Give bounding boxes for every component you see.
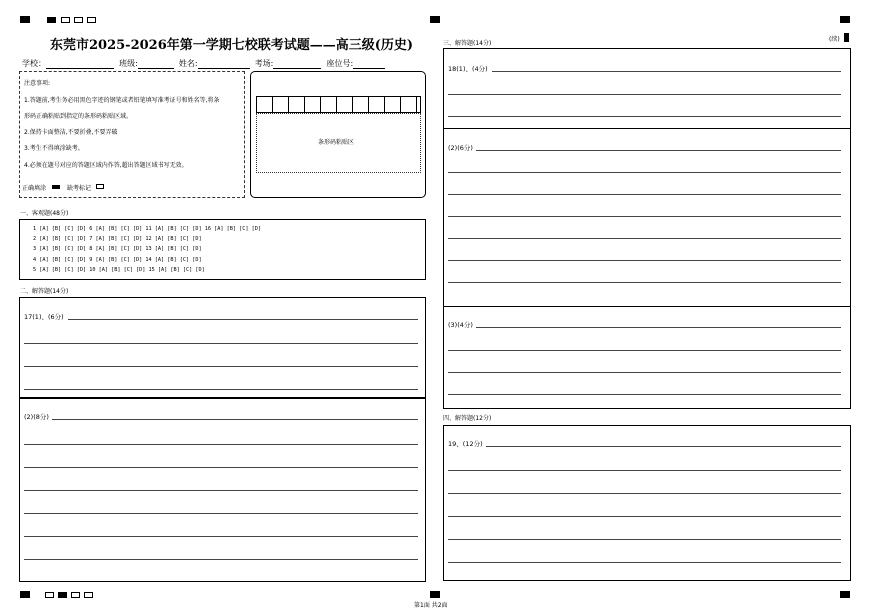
choice-row[interactable]: 4 [A] [B] [C] [D] 9 [A] [B] [C] [D] 14 [A] [B] [C] [D] — [33, 257, 202, 263]
continued-label: (续) — [829, 36, 840, 43]
alignment-mark-bottom-center — [430, 591, 440, 598]
page-id-mark — [71, 592, 80, 598]
answer-line — [24, 366, 418, 367]
answer-line — [448, 350, 841, 351]
correct-fill-label: 正确填涂 — [22, 185, 47, 192]
answer-line — [68, 319, 418, 320]
answer-line — [448, 539, 841, 540]
school-field[interactable] — [46, 60, 114, 69]
notice-item-1b: 形码正确粘贴到指定的条形码粘贴区域。 — [24, 113, 133, 120]
choice-row[interactable]: 5 [A] [B] [C] [D] 10 [A] [B] [C] [D] 15 [A] [B] [C] [D] — [33, 267, 205, 273]
school-label: 学校： — [22, 59, 46, 68]
q17-1-label: 17(1)、(6分) — [24, 313, 64, 321]
class-field[interactable] — [138, 60, 174, 69]
page-footer: 第1面 共2面 — [414, 602, 448, 609]
exam-number-grid[interactable] — [256, 96, 421, 113]
answer-line — [448, 194, 841, 195]
alignment-mark-top-left — [20, 16, 30, 23]
room-field[interactable] — [273, 60, 321, 69]
answer-line — [448, 94, 841, 95]
section1-heading: 一、客观题(48分) — [20, 210, 69, 217]
q18-divider — [443, 306, 851, 307]
q19-label: 19、(12分) — [448, 440, 483, 448]
answer-line — [448, 282, 841, 283]
barcode-area-label: 条形码粘贴区 — [318, 139, 355, 146]
answer-line — [52, 419, 418, 420]
page-id-mark — [45, 592, 54, 598]
notice-item-2: 2.保持卡面整洁,不要折叠,不要弄破 — [24, 129, 118, 136]
notice-item-1a: 1.答题前,考生务必用黑色字迹的钢笔或者铅笔填写准考证号和姓名等,将条 — [24, 97, 220, 104]
answer-line — [24, 513, 418, 514]
section3-box — [443, 48, 851, 409]
page-title: 东莞市2025-2026年第一学期七校联考试题——高三级(历史) — [50, 38, 414, 53]
answer-line — [24, 490, 418, 491]
choice-row[interactable]: 3 [A] [B] [C] [D] 8 [A] [B] [C] [D] 13 [A] [B] [C] [D] — [33, 246, 202, 252]
answer-line — [486, 446, 841, 447]
q18-3-label: (3)(4分) — [448, 321, 473, 329]
alignment-mark-bottom-right — [840, 591, 850, 598]
answer-line — [448, 238, 841, 239]
page-id-mark — [84, 592, 93, 598]
answer-line — [24, 444, 418, 445]
answer-line — [448, 516, 841, 517]
answer-line — [492, 71, 841, 72]
answer-line — [24, 343, 418, 344]
student-info-row — [22, 58, 385, 69]
class-label: 班级: — [119, 59, 138, 68]
seat-label: 座位号: — [326, 59, 354, 68]
q18-1-label: 18(1)、(4分) — [448, 65, 488, 73]
correct-fill-example — [52, 185, 60, 189]
seat-field[interactable] — [353, 60, 385, 69]
answer-line — [448, 394, 841, 395]
q17-1-box[interactable] — [19, 297, 426, 398]
answer-line — [448, 562, 841, 563]
section3-heading: 三、解答题(14分) — [443, 40, 492, 47]
answer-line — [24, 559, 418, 560]
notice-item-3: 3.考生不得填涂缺考。 — [24, 145, 84, 152]
choice-row[interactable]: 1 [A] [B] [C] [D] 6 [A] [B] [C] [D] 11 [A] [B] [C] [D] 16 [A] [B] [C] [D] — [33, 226, 261, 232]
notice-heading: 注意事项: — [24, 80, 51, 87]
q17-2-label: (2)(8分) — [24, 413, 49, 421]
answer-line — [448, 172, 841, 173]
answer-line — [448, 216, 841, 217]
absent-mark-box[interactable] — [96, 184, 104, 189]
page-id-mark — [47, 17, 56, 23]
notice-item-4: 4.必须在题号对应的答题区域内作答,超出答题区域书写无效。 — [24, 162, 188, 169]
answer-line — [448, 470, 841, 471]
answer-line — [448, 372, 841, 373]
alignment-mark-bottom-left — [20, 591, 30, 598]
section2-heading: 二、解答题(14分) — [20, 288, 69, 295]
q19-box[interactable] — [443, 425, 851, 581]
alignment-mark-top-center — [430, 16, 440, 23]
q18-divider — [443, 128, 851, 129]
alignment-mark-top-right — [840, 16, 850, 23]
choice-row[interactable]: 2 [A] [B] [C] [D] 7 [A] [B] [C] [D] 12 [A] [B] [C] [D] — [33, 236, 202, 242]
answer-line — [448, 260, 841, 261]
answer-line — [24, 389, 418, 390]
page-id-mark — [87, 17, 96, 23]
answer-line — [476, 150, 841, 151]
page-id-mark — [61, 17, 70, 23]
page-id-mark — [58, 592, 67, 598]
page-id-mark — [74, 17, 83, 23]
answer-line — [24, 536, 418, 537]
name-label: 姓名: — [178, 59, 198, 68]
continued-mark — [844, 33, 849, 42]
q18-2-label: (2)(6分) — [448, 144, 473, 152]
section4-heading: 四、解答题(12分) — [443, 415, 492, 422]
room-label: 考场: — [254, 59, 274, 68]
answer-line — [448, 116, 841, 117]
answer-line — [448, 493, 841, 494]
answer-line — [476, 327, 841, 328]
answer-line — [24, 467, 418, 468]
name-field[interactable] — [198, 60, 250, 69]
absent-mark-label: 缺考标记 — [67, 185, 92, 192]
